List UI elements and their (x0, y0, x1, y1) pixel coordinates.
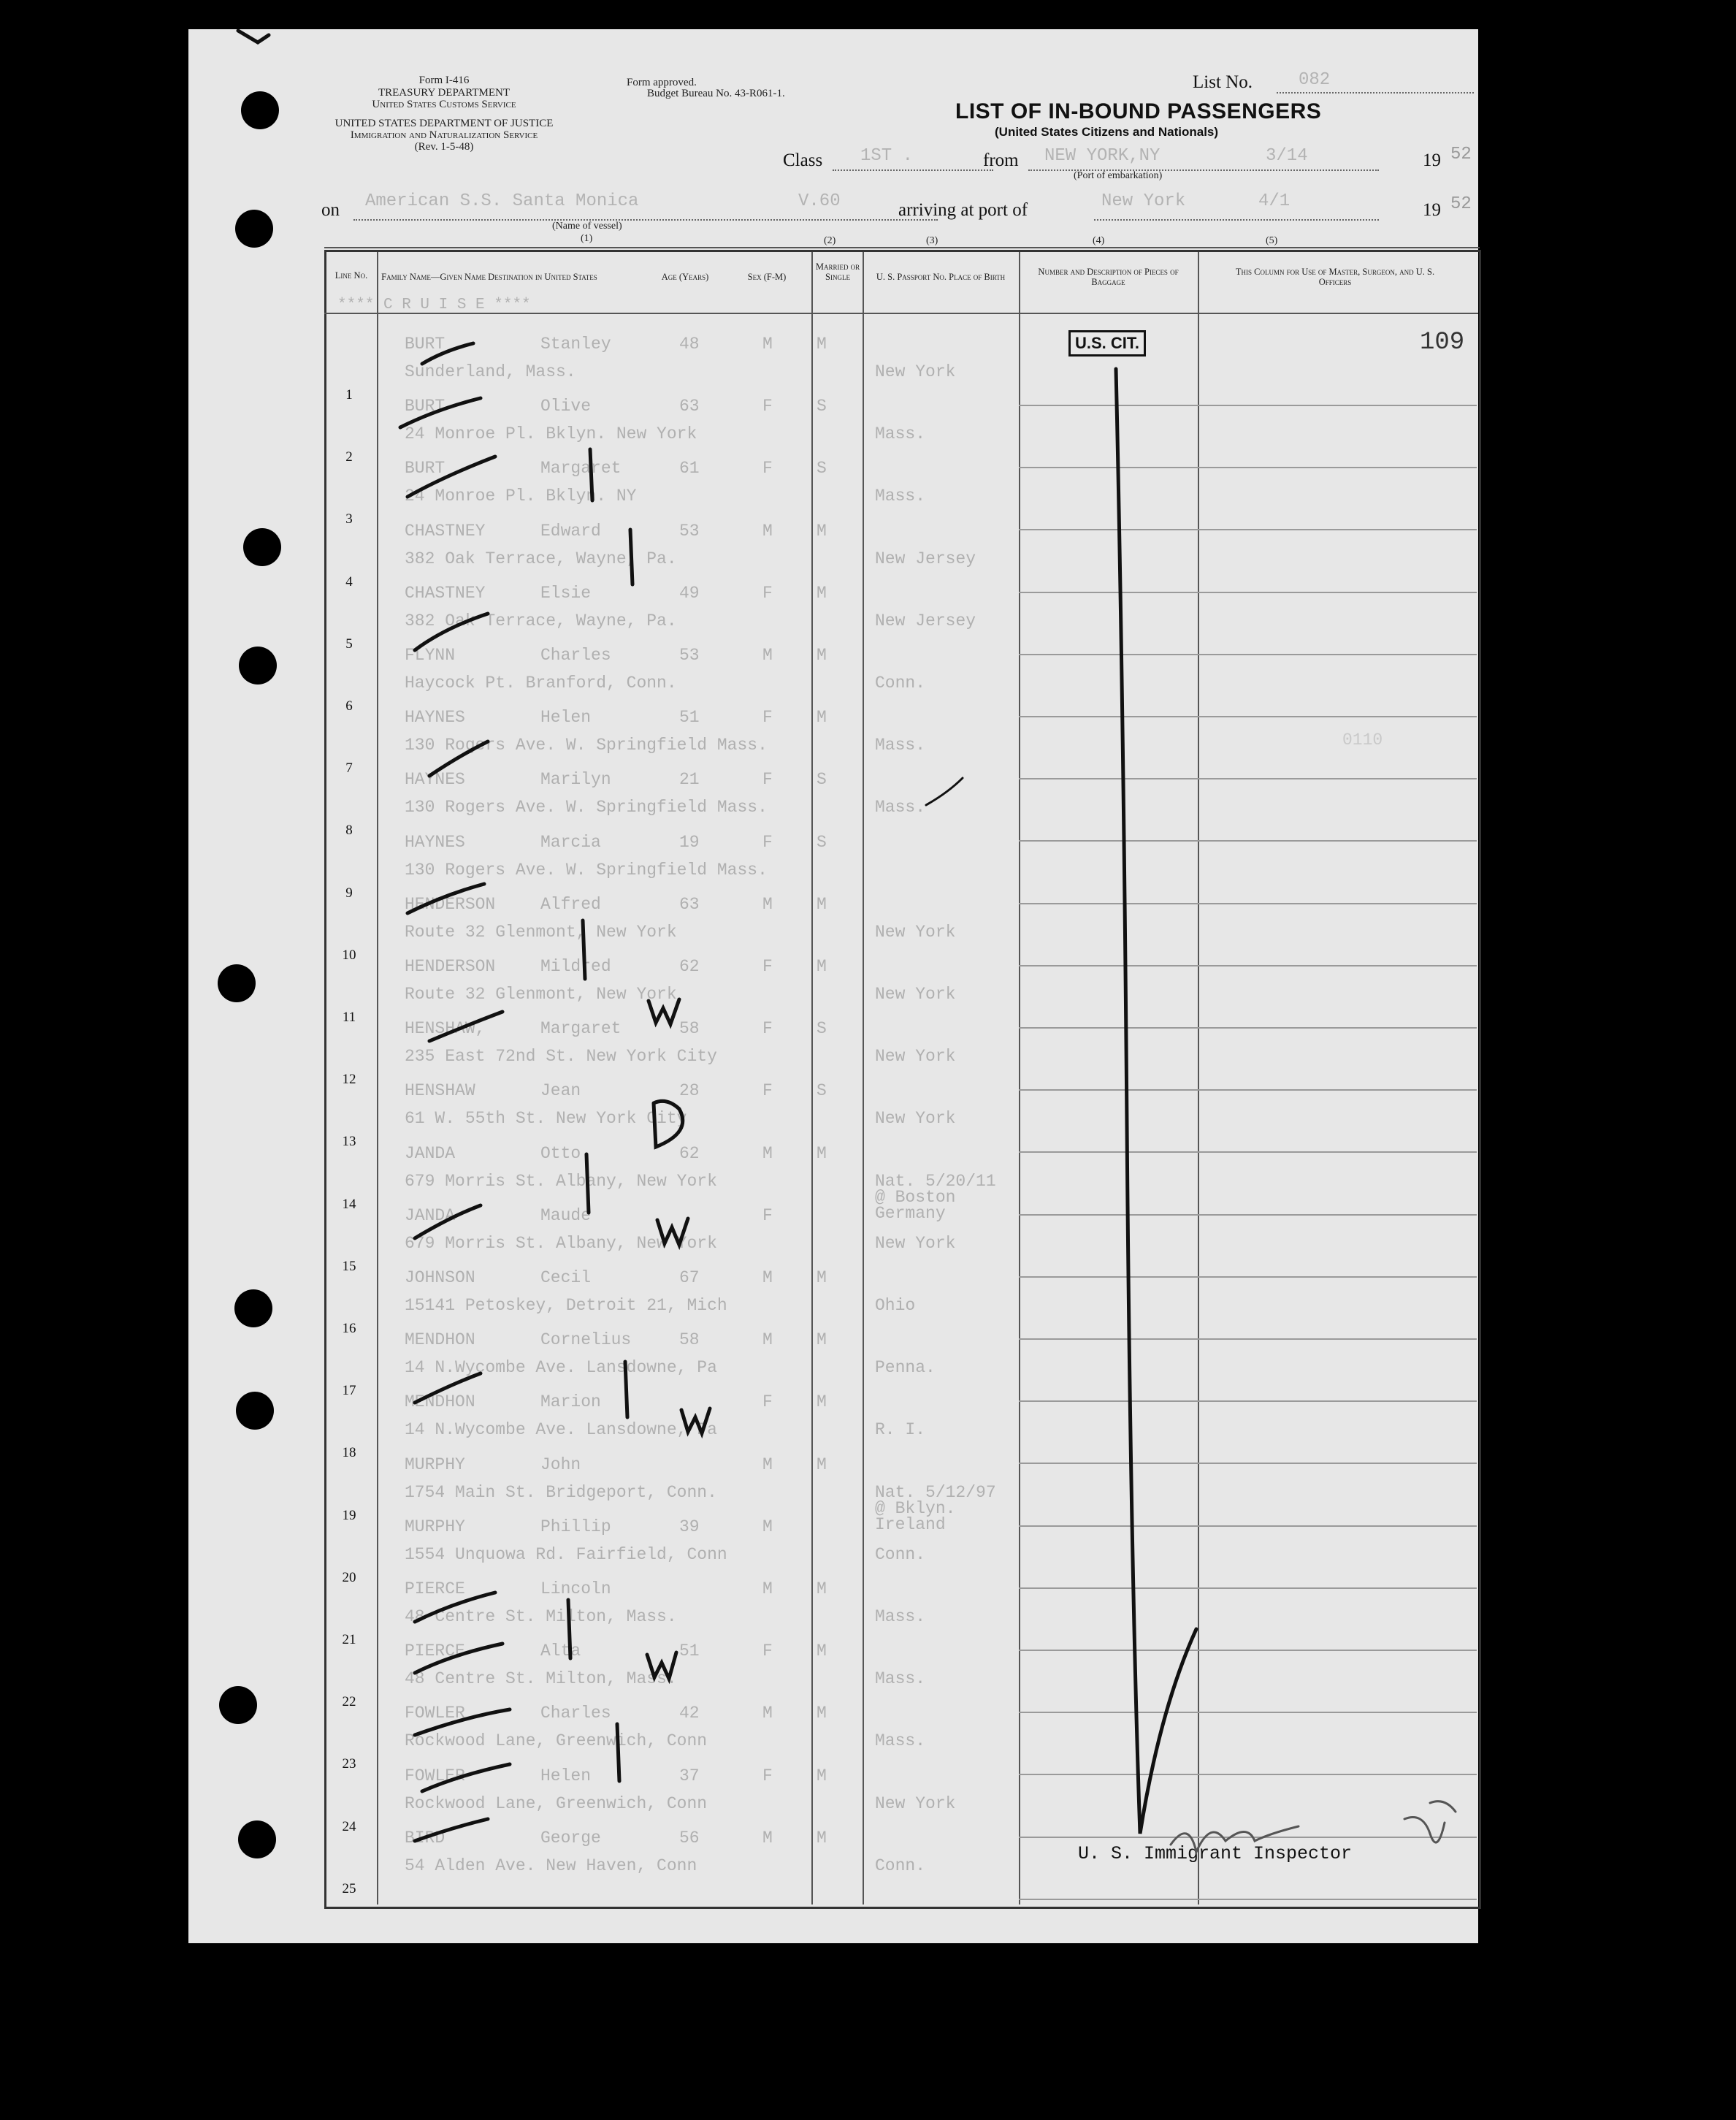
line-number: 13 (342, 1134, 356, 1150)
passenger-family-name: PIERCE (405, 1642, 465, 1661)
passenger-given-name: Lincoln (540, 1579, 611, 1598)
passenger-marital-status: S (817, 459, 827, 478)
passenger-birthplace: Mass. (875, 1731, 926, 1751)
passenger-sex: M (762, 894, 773, 914)
arriving-label: arriving at port of (898, 200, 1028, 220)
passenger-birthplace: New Jersey (875, 549, 976, 568)
passenger-given-name: Margaret (540, 459, 622, 478)
passenger-destination: Haycock Pt. Branford, Conn. (405, 674, 677, 693)
passenger-family-name: BIRD (405, 1828, 446, 1848)
passenger-marital-status: M (817, 1143, 827, 1163)
year2-prefix: 19 (1423, 200, 1441, 220)
line-number: 8 (345, 823, 353, 839)
us-citizen-stamp: U.S. CIT. (1068, 330, 1146, 356)
cruise-label: **** C R U I S E **** (337, 297, 531, 313)
passenger-sex: M (762, 1268, 773, 1287)
ins-label: Immigration and Naturalization Service (350, 129, 538, 141)
line-number: 17 (342, 1383, 356, 1399)
passenger-sex: F (762, 1205, 773, 1225)
passenger-given-name: Marion (540, 1392, 601, 1412)
line-number: 23 (342, 1756, 356, 1772)
passenger-family-name: BURT (405, 459, 446, 478)
passenger-age: 58 (679, 1330, 700, 1350)
treasury-dept: TREASURY DEPARTMENT (378, 87, 511, 99)
passenger-family-name: JANDA (405, 1143, 456, 1163)
line-number: 9 (345, 885, 353, 901)
passenger-family-name: FOWLER (405, 1766, 465, 1785)
line-number: 1 (345, 387, 353, 403)
port-caption: (Port of embarkation) (1074, 170, 1163, 181)
passenger-marital-status: M (817, 894, 827, 914)
passenger-family-name: JOHNSON (405, 1268, 475, 1287)
passenger-sex: F (762, 583, 773, 603)
passenger-age: 28 (679, 1081, 700, 1101)
customs-service: United States Customs Service (372, 99, 516, 110)
passenger-count: 109 (1420, 329, 1465, 356)
line-number: 10 (342, 947, 356, 963)
col-number-2: (2) (824, 235, 836, 246)
passenger-marital-status: M (817, 583, 827, 603)
col-header-age: Age (Years) (661, 272, 709, 282)
passenger-sex: F (762, 1392, 773, 1412)
line-number: 20 (342, 1569, 356, 1585)
passenger-given-name: Cornelius (540, 1330, 632, 1350)
passenger-family-name: HAYNES (405, 708, 465, 728)
passenger-given-name: George (540, 1828, 601, 1848)
passenger-destination: Rockwood Lane, Greenwich, Conn (405, 1793, 708, 1813)
class-value: 1ST . (860, 146, 914, 166)
passenger-marital-status: M (817, 1642, 827, 1661)
col-number-3: (3) (926, 235, 938, 246)
passenger-destination: Sunderland, Mass. (405, 362, 576, 381)
passenger-age: 56 (679, 1828, 700, 1848)
passenger-marital-status: M (817, 335, 827, 354)
passenger-sex: M (762, 1454, 773, 1474)
passenger-destination: 130 Rogers Ave. W. Springfield Mass. (405, 736, 768, 755)
passenger-sex: M (762, 521, 773, 541)
from-label: from (983, 150, 1019, 170)
col-header-sex: Sex (F-M) (747, 272, 787, 282)
passenger-family-name: MURPHY (405, 1454, 465, 1474)
manifest-sheet (188, 29, 1478, 1943)
form-approved: Form approved. (627, 77, 697, 88)
depart-date: 3/14 (1266, 146, 1308, 166)
passenger-sex: M (762, 1517, 773, 1536)
passenger-given-name: Stanley (540, 335, 611, 354)
passenger-birthplace: New York (875, 1047, 956, 1067)
passenger-family-name: BURT (405, 397, 446, 416)
line-number: 14 (342, 1196, 356, 1212)
passenger-marital-status: S (817, 397, 827, 416)
passenger-family-name: HAYNES (405, 770, 465, 790)
vessel-caption: (Name of vessel) (552, 221, 622, 232)
passenger-family-name: MENDHON (405, 1392, 475, 1412)
col-header-married: Married or Single (815, 262, 860, 282)
passenger-given-name: Olive (540, 397, 592, 416)
passenger-family-name: PIERCE (405, 1579, 465, 1598)
passenger-birthplace: Conn. (875, 674, 926, 693)
passenger-birthplace: R. I. (875, 1420, 926, 1440)
year2-value: 52 (1450, 194, 1472, 214)
col-header-passport: U. S. Passport No. Place of Birth (876, 272, 1006, 282)
passenger-marital-status: S (817, 832, 827, 852)
passenger-sex: F (762, 1766, 773, 1785)
passenger-destination: Rockwood Lane, Greenwich, Conn (405, 1731, 708, 1751)
passenger-marital-status: S (817, 770, 827, 790)
passenger-sex: F (762, 832, 773, 852)
arrival-port: New York (1101, 191, 1186, 211)
passenger-birthplace: New York (875, 362, 956, 381)
passenger-family-name: JANDA (405, 1205, 456, 1225)
check-strokes (400, 343, 510, 1841)
col-header-baggage: Number and Description of Pieces of Baggage (1038, 267, 1179, 287)
passenger-birthplace: Mass. (875, 736, 926, 755)
passenger-destination: 24 Monroe Pl. Bklyn. NY (405, 487, 637, 506)
passenger-sex: M (762, 1330, 773, 1350)
passenger-family-name: CHASTNEY (405, 583, 486, 603)
passenger-birthplace: Mass. (875, 1607, 926, 1626)
passenger-age: 53 (679, 646, 700, 665)
passenger-family-name: FOWLER (405, 1704, 465, 1723)
officer-note: 0110 (1342, 731, 1383, 750)
justice-dept: UNITED STATES DEPARTMENT OF JUSTICE (334, 118, 554, 129)
passenger-given-name: Phillip (540, 1517, 611, 1536)
col-number-4: (4) (1093, 235, 1105, 246)
passenger-marital-status: M (817, 708, 827, 728)
passenger-marital-status: M (817, 1766, 827, 1785)
passenger-age: 62 (679, 1143, 700, 1163)
passenger-family-name: HENSHAW, (405, 1019, 486, 1039)
passenger-birthplace: New Jersey (875, 611, 976, 630)
passenger-given-name: Margaret (540, 1019, 622, 1039)
passenger-age: 39 (679, 1517, 700, 1536)
passenger-sex: M (762, 1704, 773, 1723)
passenger-family-name: FLYNN (405, 646, 456, 665)
line-number: 4 (345, 573, 353, 590)
passenger-marital-status: S (817, 1081, 827, 1101)
passenger-birthplace: Conn. (875, 1544, 926, 1564)
passenger-sex: M (762, 1579, 773, 1598)
passenger-birthplace: Mass. (875, 798, 926, 817)
from-value: NEW YORK,NY (1044, 146, 1160, 166)
passenger-marital-status: S (817, 1019, 827, 1039)
passenger-destination: 24 Monroe Pl. Bklyn. New York (405, 424, 697, 444)
passenger-given-name: John (540, 1454, 581, 1474)
passenger-marital-status: M (817, 1579, 827, 1598)
line-number: 22 (342, 1694, 356, 1710)
line-number: 11 (342, 1010, 356, 1025)
passenger-destination: 130 Rogers Ave. W. Springfield Mass. (405, 860, 768, 880)
line-number: 5 (345, 636, 353, 652)
passenger-birthplace: New York (875, 1793, 956, 1813)
passenger-sex: F (762, 1019, 773, 1039)
passenger-destination: 15141 Petoskey, Detroit 21, Mich (405, 1296, 727, 1315)
passenger-destination: 48 Centre St. Milton, Mass. (405, 1669, 677, 1689)
col-header-line: Line No. (334, 270, 368, 281)
revision: (Rev. 1-5-48) (414, 141, 474, 153)
passenger-marital-status: M (817, 521, 827, 541)
passenger-destination: Route 32 Glenmont, New York (405, 922, 677, 942)
page-subtitle: (United States Citizens and Nationals) (995, 125, 1219, 139)
passenger-given-name: Otto (540, 1143, 581, 1163)
passenger-sex: F (762, 957, 773, 976)
vessel-col-number: (1) (581, 233, 593, 244)
passenger-given-name: Charles (540, 1704, 611, 1723)
corner-mark (238, 31, 269, 42)
line-number: 19 (342, 1507, 356, 1523)
passenger-family-name: HAYNES (405, 832, 465, 852)
vessel-name: American S.S. Santa Monica (365, 191, 639, 211)
line-number: 3 (345, 511, 353, 527)
passenger-given-name: Elsie (540, 583, 592, 603)
passenger-sex: F (762, 459, 773, 478)
passenger-marital-status: M (817, 1454, 827, 1474)
passenger-given-name: Alfred (540, 894, 601, 914)
voyage-no: V.60 (798, 191, 841, 211)
passenger-given-name: Marcia (540, 832, 601, 852)
passenger-family-name: MURPHY (405, 1517, 465, 1536)
passenger-sex: F (762, 1081, 773, 1101)
line-number: 12 (342, 1072, 356, 1088)
time-notation (1404, 1801, 1456, 1842)
passenger-family-name: HENDERSON (405, 894, 496, 914)
passenger-age: 21 (679, 770, 700, 790)
passenger-birthplace: Nat. 5/12/97 @ Bklyn. Ireland (875, 1482, 996, 1534)
passenger-given-name: Charles (540, 646, 611, 665)
line-number: 2 (345, 449, 353, 465)
passenger-family-name: CHASTNEY (405, 521, 486, 541)
passenger-destination: 382 Oak Terrace, Wayne, Pa. (405, 549, 677, 568)
d-mark (654, 1101, 683, 1147)
passenger-birthplace: Ohio (875, 1296, 916, 1315)
passenger-given-name: Helen (540, 708, 592, 728)
passenger-family-name: MENDHON (405, 1330, 475, 1350)
line-number: 6 (345, 698, 353, 714)
ditto-line (1116, 369, 1196, 1834)
passenger-age: 37 (679, 1766, 700, 1785)
passenger-birthplace: New York (875, 922, 956, 942)
passenger-given-name: Alta (540, 1642, 581, 1661)
passenger-destination: 382 Oak Terrace, Wayne, Pa. (405, 611, 677, 630)
list-no-value: 082 (1299, 70, 1331, 90)
inspector-signature (1171, 1826, 1299, 1852)
passenger-marital-status: M (817, 1330, 827, 1350)
passenger-birthplace: New York (875, 1233, 956, 1253)
col-header-name: Family Name—Given Name Destination in United States (381, 272, 597, 282)
passenger-age: 49 (679, 583, 700, 603)
line-number: 24 (342, 1818, 356, 1834)
passenger-birthplace: Conn. (875, 1856, 926, 1875)
passenger-birthplace: Mass. (875, 424, 926, 444)
form-number: Form I-416 (418, 75, 470, 86)
passenger-age: 62 (679, 957, 700, 976)
line-number: 15 (342, 1258, 356, 1274)
passenger-birthplace: Penna. (875, 1358, 936, 1378)
passenger-marital-status: M (817, 1704, 827, 1723)
passenger-given-name: Cecil (540, 1268, 592, 1287)
arrival-date: 4/1 (1258, 191, 1290, 211)
passenger-sex: M (762, 646, 773, 665)
passenger-destination: 130 Rogers Ave. W. Springfield Mass. (405, 798, 768, 817)
passenger-destination: 14 N.Wycombe Ave. Lansdowne, Pa (405, 1358, 717, 1378)
passenger-destination: 14 N.Wycombe Ave. Lansdowne, Pa (405, 1420, 717, 1440)
passenger-given-name: Edward (540, 521, 601, 541)
passenger-age: 19 (679, 832, 700, 852)
passenger-marital-status: M (817, 646, 827, 665)
passenger-age: 63 (679, 894, 700, 914)
passenger-birthplace: Mass. (875, 487, 926, 506)
passenger-age: 51 (679, 1642, 700, 1661)
passenger-marital-status: M (817, 1828, 827, 1848)
passenger-destination: Route 32 Glenmont, New York (405, 985, 677, 1004)
passenger-age: 67 (679, 1268, 700, 1287)
budget-bureau: Budget Bureau No. 43-R061-1. (647, 88, 785, 99)
passenger-given-name: Mildred (540, 957, 611, 976)
passenger-birthplace: Nat. 5/20/11 @ Boston Germany (875, 1171, 996, 1223)
passenger-sex: F (762, 770, 773, 790)
inspector-label: U. S. Immigrant Inspector (1078, 1843, 1353, 1864)
passenger-age: 61 (679, 459, 700, 478)
col-number-5: (5) (1266, 235, 1278, 246)
passenger-destination: 235 East 72nd St. New York City (405, 1047, 717, 1067)
passenger-age: 53 (679, 521, 700, 541)
year-value: 52 (1450, 145, 1472, 164)
passenger-destination: 48 Centre St. Milton, Mass. (405, 1607, 677, 1626)
passenger-age: 42 (679, 1704, 700, 1723)
passenger-sex: F (762, 708, 773, 728)
class-label: Class (783, 150, 823, 170)
passenger-given-name: Helen (540, 1766, 592, 1785)
passenger-sex: M (762, 335, 773, 354)
passenger-given-name: Maude (540, 1205, 592, 1225)
line-number: 16 (342, 1321, 356, 1336)
passenger-marital-status: M (817, 957, 827, 976)
passenger-marital-status: M (817, 1268, 827, 1287)
list-no-label: List No. (1193, 72, 1253, 92)
passenger-destination: 54 Alden Ave. New Haven, Conn (405, 1856, 697, 1875)
passenger-sex: M (762, 1143, 773, 1163)
passenger-family-name: BURT (405, 335, 446, 354)
passenger-given-name: Jean (540, 1081, 581, 1101)
passenger-age: 58 (679, 1019, 700, 1039)
col-header-officers: This Column for Use of Master, Surgeon, and U. S. Officers (1235, 267, 1435, 287)
handwritten-marks (188, 29, 1478, 1943)
year-prefix: 19 (1423, 150, 1441, 170)
vertical-ticks (568, 449, 632, 1781)
passenger-destination: 1554 Unquowa Rd. Fairfield, Conn (405, 1544, 727, 1564)
on-label: on (321, 200, 340, 220)
passenger-family-name: HENDERSON (405, 957, 496, 976)
line-number: 25 (342, 1880, 356, 1896)
passenger-age: 51 (679, 708, 700, 728)
page-title: LIST OF IN-BOUND PASSENGERS (955, 99, 1322, 123)
passenger-sex: F (762, 397, 773, 416)
passenger-destination: 679 Morris St. Albany, New York (405, 1171, 717, 1191)
line-number: 18 (342, 1445, 356, 1461)
passenger-age: 48 (679, 335, 700, 354)
passenger-sex: F (762, 1642, 773, 1661)
passenger-birthplace: New York (875, 1109, 956, 1129)
passenger-sex: M (762, 1828, 773, 1848)
passenger-destination: 1754 Main St. Bridgeport, Conn. (405, 1482, 717, 1502)
line-number: 7 (345, 760, 353, 777)
passenger-given-name: Marilyn (540, 770, 611, 790)
passenger-marital-status: M (817, 1392, 827, 1412)
passenger-destination: 679 Morris St. Albany, New York (405, 1233, 717, 1253)
passenger-birthplace: Mass. (875, 1669, 926, 1689)
passenger-age: 63 (679, 397, 700, 416)
passenger-family-name: HENSHAW (405, 1081, 475, 1101)
line-number: 21 (342, 1632, 356, 1647)
passenger-birthplace: New York (875, 985, 956, 1004)
passenger-destination: 61 W. 55th St. New York City (405, 1109, 687, 1129)
